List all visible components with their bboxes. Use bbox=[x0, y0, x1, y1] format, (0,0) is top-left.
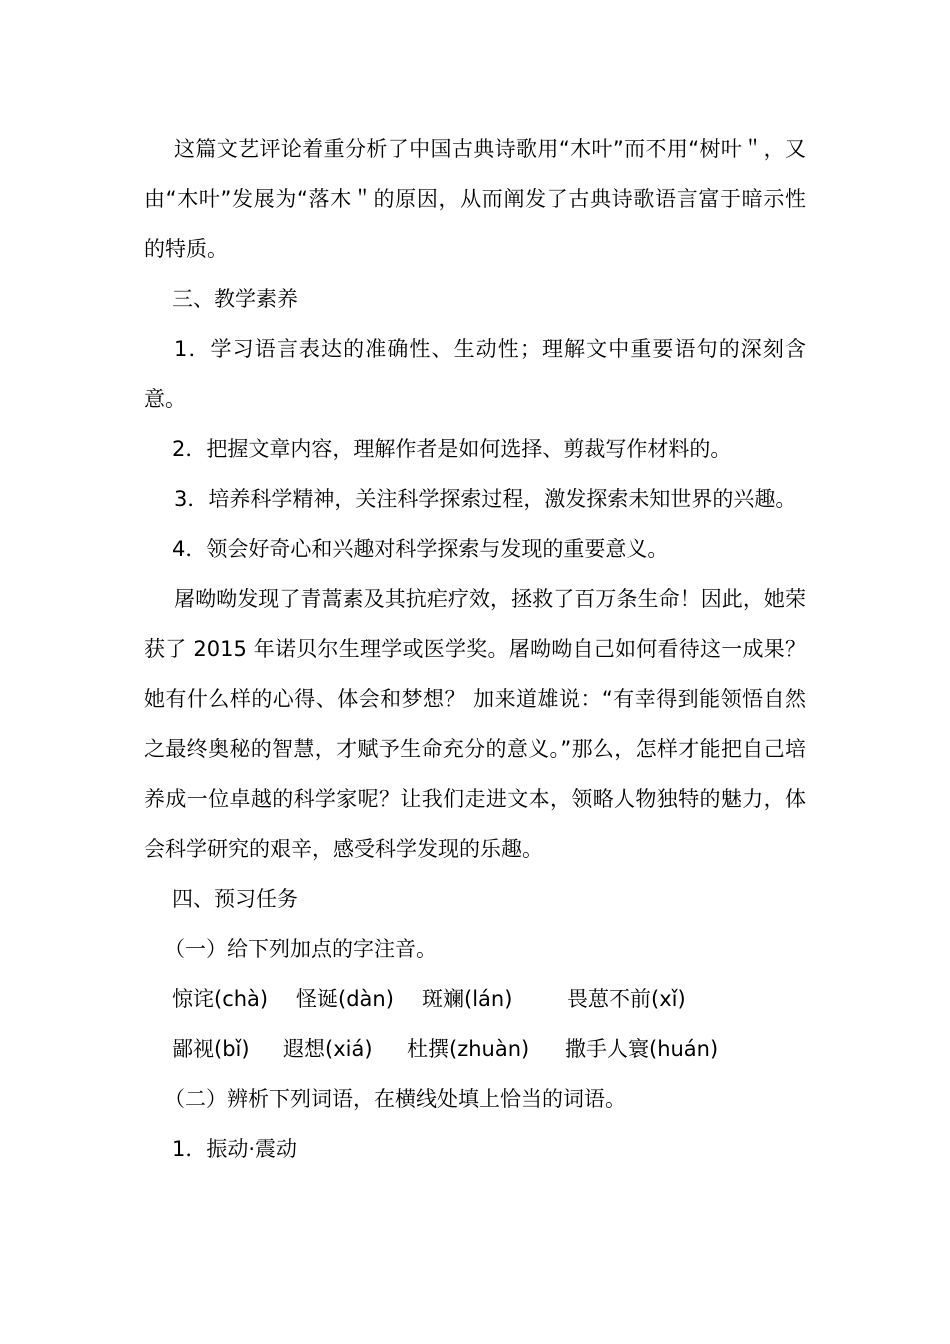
pinyin-word: 畏葸不前(xǐ) bbox=[567, 987, 686, 1011]
summary-paragraph: 这篇文艺评论着重分析了中国古典诗歌用“木叶”而不用“树叶＂，又由“木叶”发展为“落木＂的原因，从而阐发了古典诗歌语言富于暗示性的特质。 bbox=[144, 137, 806, 261]
section-heading-preview-tasks: 四、预习任务 bbox=[172, 887, 298, 911]
pinyin-word: 惊诧(chà) bbox=[172, 987, 269, 1011]
goal-item-4: 4．领会好奇心和兴趣对科学探索与发现的重要意义。 bbox=[172, 537, 669, 561]
goal-item-1: 1．学习语言表达的准确性、生动性；理解文中重要语句的深刻含意。 bbox=[144, 337, 806, 411]
task-2-instruction: （二）辨析下列词语，在横线处填上恰当的词语。 bbox=[164, 1087, 626, 1111]
task-1-instruction: （一）给下列加点的字注音。 bbox=[164, 937, 437, 961]
pinyin-word: 鄙视(bǐ) bbox=[172, 1037, 250, 1061]
document-page bbox=[144, 124, 806, 1174]
pinyin-row-2 bbox=[144, 1024, 806, 1074]
pinyin-word: 杜撰(zhuàn) bbox=[407, 1037, 530, 1061]
pinyin-word: 斑斓(lán) bbox=[422, 987, 513, 1011]
section-heading-teaching-goals: 三、教学素养 bbox=[172, 287, 298, 311]
goal-item-3: 3．培养科学精神，关注科学探索过程，激发探索未知世界的兴趣。 bbox=[174, 487, 797, 511]
pinyin-word: 怪诞(dàn) bbox=[296, 987, 394, 1011]
goal-item-2: 2．把握文章内容，理解作者是如何选择、剪裁写作材料的。 bbox=[172, 437, 732, 461]
intro-paragraph: 屠呦呦发现了青蒿素及其抗疟疗效，拯救了百万条生命！因此，她荣获了 2015 年诺贝尔生理学或医学奖。屠呦呦自己如何看待这一成果？ 她有什么样的心得、体会和梦想？ 加来道雄说：“有幸得到能领悟自然之最终奥秘的智慧，才赋予生命充分的意义。”那么，怎样才能把自己培养成一位卓越的科学家呢？让我们走进文本，领略人物独特的魅力，体会科学研究的艰辛，感受科学发现的乐趣。 bbox=[144, 587, 806, 861]
pinyin-row-1 bbox=[144, 974, 806, 1024]
word-pair-1: 1．振动·震动 bbox=[172, 1137, 298, 1161]
pinyin-word: 撒手人寰(huán) bbox=[565, 1037, 719, 1061]
pinyin-word: 遐想(xiá) bbox=[283, 1037, 373, 1061]
